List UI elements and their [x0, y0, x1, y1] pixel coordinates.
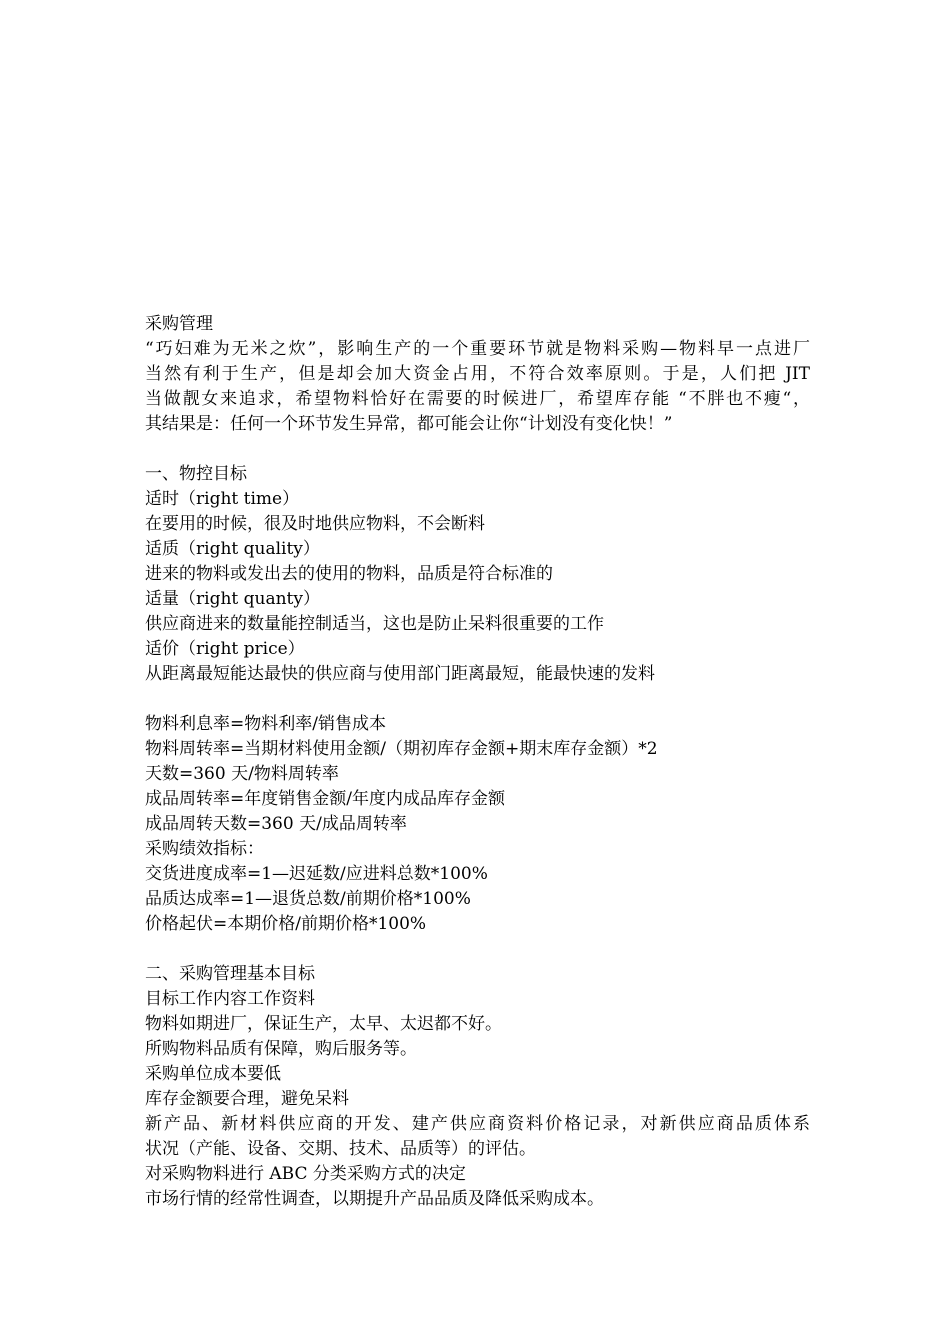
section2-line: 目标工作内容工作资料 [145, 989, 315, 1009]
blank-line [145, 687, 810, 712]
formula-line: 成品周转率=年度销售金额/年度内成品库存金额 [145, 789, 505, 809]
formula-line: 物料利息率=物料利率/销售成本 [145, 714, 386, 734]
blank-line [145, 437, 810, 462]
goal-label-price: 适价（right price） [145, 639, 305, 659]
section2-long-line-2: 状况（产能、设备、交期、技术、品质等）的评估。 [145, 1139, 536, 1159]
formula-line: 天数=360 天/物料周转率 [145, 764, 339, 784]
section2-line: 库存金额要合理，避免呆料 [145, 1089, 349, 1109]
section2-line: 物料如期进厂，保证生产，太早、太迟都不好。 [145, 1014, 502, 1034]
section2-long-line-1: 新产品、新材料供应商的开发、建产供应商资料价格记录，对新供应商品质体系 [145, 1114, 810, 1134]
intro-line-3: 当做靓女来追求，希望物料恰好在需要的时候进厂，希望库存能 “不胖也不瘦“， [145, 389, 810, 409]
goal-label-time: 适时（right time） [145, 489, 300, 509]
goal-desc-quality: 进来的物料或发出去的使用的物料，品质是符合标准的 [145, 564, 553, 584]
goal-label-quantity: 适量（right quanty） [145, 589, 320, 609]
goal-desc-time: 在要用的时候，很及时地供应物料，不会断料 [145, 514, 485, 534]
section1-heading: 一、物控目标 [145, 464, 247, 484]
section2-line: 所购物料品质有保障，购后服务等。 [145, 1039, 417, 1059]
document-body [145, 312, 810, 1212]
intro-line-4: 其结果是：任何一个环节发生异常，都可能会让你“计划没有变化快！” [145, 414, 673, 434]
formula-line: 物料周转率=当期材料使用金额/（期初库存金额+期末库存金额）*2 [145, 739, 658, 759]
goal-desc-quantity: 供应商进来的数量能控制适当，这也是防止呆料很重要的工作 [145, 614, 604, 634]
kpi-heading: 采购绩效指标： [145, 839, 264, 859]
section2-heading: 二、采购管理基本目标 [145, 964, 315, 984]
formula-line: 品质达成率=1—退货总数/前期价格*100% [145, 889, 471, 909]
formula-line: 交货进度成率=1—迟延数/应进料总数*100% [145, 864, 488, 884]
section2-line: 对采购物料进行 ABC 分类采购方式的决定 [145, 1164, 466, 1184]
document-title: 采购管理 [145, 314, 213, 334]
goal-label-quality: 适质（right quality） [145, 539, 320, 559]
intro-line-2: 当然有利于生产，但是却会加大资金占用，不符合效率原则。于是，人们把 JIT [145, 364, 810, 384]
formula-line: 成品周转天数=360 天/成品周转率 [145, 814, 407, 834]
formula-line: 价格起伏=本期价格/前期价格*100% [145, 914, 427, 934]
section2-line: 市场行情的经常性调查，以期提升产品品质及降低采购成本。 [145, 1189, 604, 1209]
blank-line [145, 937, 810, 962]
goal-desc-price: 从距离最短能达最快的供应商与使用部门距离最短，能最快速的发料 [145, 664, 655, 684]
intro-line-1: “巧妇难为无米之炊”，影响生产的一个重要环节就是物料采购—物料早一点进厂 [145, 339, 810, 359]
section2-line: 采购单位成本要低 [145, 1064, 281, 1084]
